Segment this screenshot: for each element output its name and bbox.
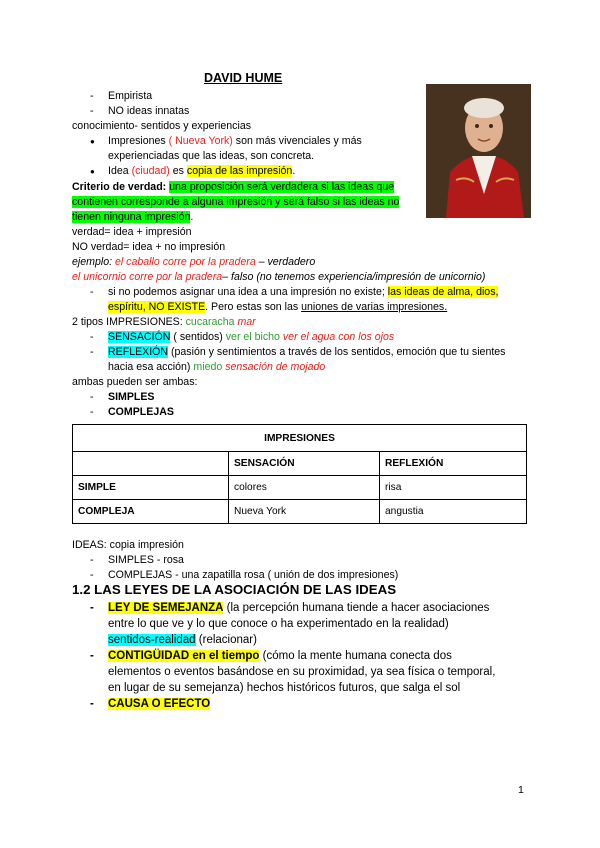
table-cell: Nueva York xyxy=(229,500,380,524)
table-cell: risa xyxy=(380,476,527,500)
ejemplo-line: ejemplo: el caballo corre por la pradera – verdadero xyxy=(72,256,316,268)
table-col-sensacion: SENSACIÓN xyxy=(229,452,380,476)
bullet-dot: ● xyxy=(90,137,95,146)
unicornio-line: el unicornio corre por la pradera– falso (no tenemos experiencia/impresión de unicornio) xyxy=(72,271,486,283)
list-dash: - xyxy=(90,346,94,358)
bullet-impresiones-cont: experienciadas que las ideas, son concreta. xyxy=(108,150,315,162)
no-asignar-line-1: si no podemos asignar una idea a una impresión no existe; las ideas de alma, dios, xyxy=(108,286,499,298)
reflexion-line-2: hacia esa acción) miedo sensación de mojado xyxy=(108,361,326,373)
list-dash: - xyxy=(90,406,94,418)
ley-contiguidad-2: elementos o eventos basándose en su proximidad, ya sea física o temporal, xyxy=(108,666,496,678)
section-heading: 1.2 LAS LEYES DE LA ASOCIACIÓN DE LAS IDEAS xyxy=(72,582,397,597)
table-corner xyxy=(73,452,229,476)
bullet-idea: Idea (ciudad) es copia de las impresión. xyxy=(108,165,296,177)
text-line: conocimiento- sentidos y experiencias xyxy=(72,120,252,132)
list-dash: - xyxy=(90,286,94,298)
complejas-item: COMPLEJAS xyxy=(108,406,174,418)
list-dash: - xyxy=(90,698,94,710)
reflexion-line-1: REFLEXIÓN (pasión y sentimientos a través de los sentidos, emoción que tu sientes xyxy=(108,346,506,358)
sensacion-line: SENSACIÓN ( sentidos) ver el bicho ver el agua con los ojos xyxy=(108,331,395,343)
table-col-reflexion: REFLEXIÓN xyxy=(380,452,527,476)
table-header: IMPRESIONES xyxy=(73,425,527,452)
portrait-image xyxy=(426,84,531,218)
ley-causa-efecto: CAUSA O EFECTO xyxy=(108,698,211,710)
page-title: DAVID HUME xyxy=(204,71,283,85)
table-cell: colores xyxy=(229,476,380,500)
table-cell: angustia xyxy=(380,500,527,524)
impresiones-table xyxy=(72,424,527,524)
list-item: NO ideas innatas xyxy=(108,105,190,117)
criterio-line-1: Criterio de verdad: una proposición será verdadera si las ideas que xyxy=(72,181,395,193)
bullet-dot: ● xyxy=(90,167,95,176)
page-number: 1 xyxy=(518,784,524,796)
table-row-label: COMPLEJA xyxy=(73,500,229,524)
list-dash: - xyxy=(90,391,94,403)
ideas-line: IDEAS: copia impresión xyxy=(72,539,184,551)
criterio-line-3: tienen ninguna impresión. xyxy=(72,211,194,223)
ley-contiguidad-3: en lugar de su semejanza) hechos históricos futuros, que salga el sol xyxy=(108,682,461,694)
criterio-line-2: contienen corresponde a alguna impresión y será falso si las ideas no xyxy=(72,196,400,208)
ideas-simples: SIMPLES - rosa xyxy=(108,554,184,566)
list-dash: - xyxy=(90,569,94,581)
no-asignar-line-2: espíritu, NO EXISTE. Pero estas son las uniones de varias impresiones. xyxy=(108,301,448,313)
verdad-line: verdad= idea + impresión xyxy=(72,226,192,238)
list-dash: - xyxy=(90,331,94,343)
list-dash: - xyxy=(90,554,94,566)
ambas-line: ambas pueden ser ambas: xyxy=(72,376,198,388)
ley-semejanza-2: entre lo que ve y lo que conoce o ha experimentado en la realidad) xyxy=(108,618,449,630)
ley-contiguidad-1: CONTIGÜIDAD en el tiempo (cómo la mente humana conecta dos xyxy=(108,650,452,662)
ley-semejanza-3: sentidos-realidad (relacionar) xyxy=(108,634,257,646)
list-dash: - xyxy=(90,105,94,117)
list-dash: - xyxy=(90,90,94,102)
ideas-complejas: COMPLEJAS - una zapatilla rosa ( unión de dos impresiones) xyxy=(108,569,399,581)
simples-item: SIMPLES xyxy=(108,391,155,403)
bullet-impresiones: Impresiones ( Nueva York) son más vivenciales y más xyxy=(108,135,362,147)
list-dash: - xyxy=(90,650,94,662)
no-verdad-line: NO verdad= idea + no impresión xyxy=(72,241,226,253)
table-row xyxy=(73,476,527,500)
table-row xyxy=(73,500,527,524)
portrait-illustration xyxy=(426,84,531,218)
table-row-label: SIMPLE xyxy=(73,476,229,500)
ley-semejanza-1: LEY DE SEMEJANZA (la percepción humana tiende a hacer asociaciones xyxy=(108,602,490,614)
tipos-line: 2 tipos IMPRESIONES: cucaracha mar xyxy=(72,316,256,328)
list-item: Empirista xyxy=(108,90,153,102)
list-dash: - xyxy=(90,602,94,614)
